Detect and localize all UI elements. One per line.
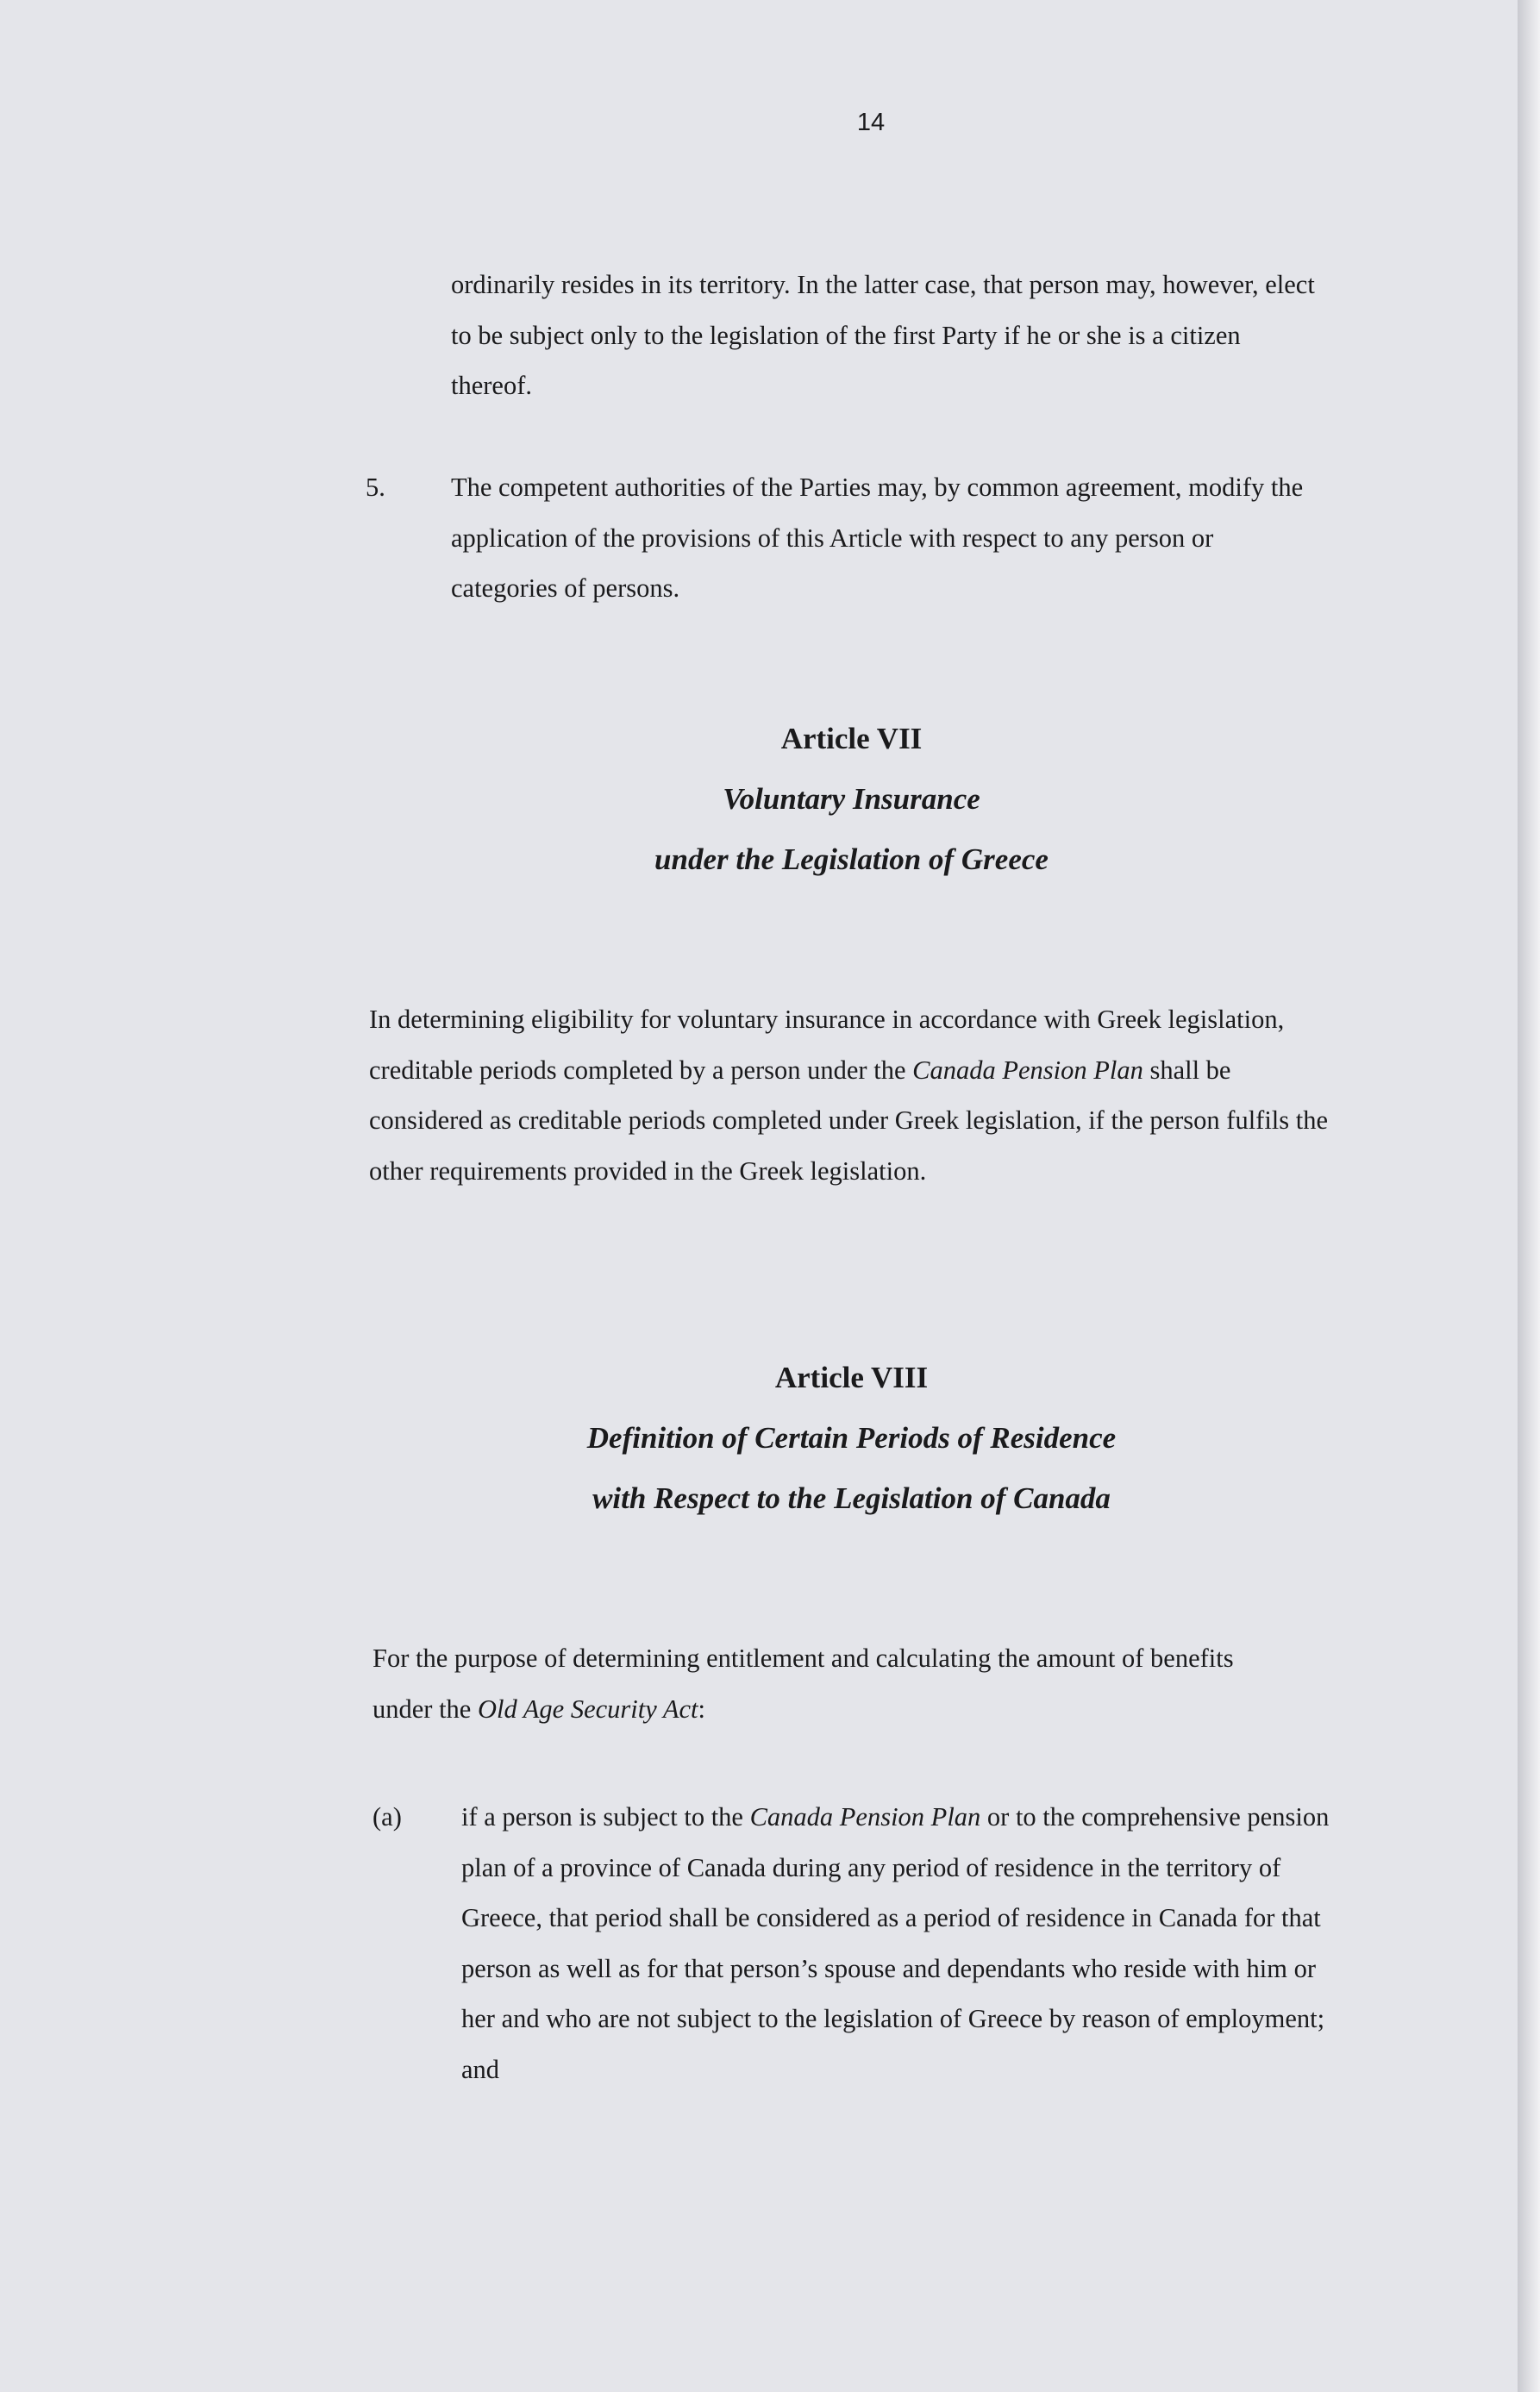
article-7-body xyxy=(369,994,1343,1196)
article-7-body-italic: Canada Pension Plan xyxy=(912,1055,1143,1085)
article-8-intro xyxy=(372,1633,1286,1734)
page-edge xyxy=(1518,0,1540,2392)
item-a-part-2: or to the comprehensive pension plan of a province of Canada during any period of residence in the territory of Greece, that period shall be considered as a period of residence in Canada for that person as well as for that person’s spouse and dependants who reside with him or her and who are not subject to the legislation of Greece by reason of employment; and xyxy=(461,1802,1330,2084)
article-8-heading xyxy=(0,1348,1540,1529)
article-8-subtitle-line-1: Definition of Certain Periods of Residence xyxy=(586,1421,1117,1455)
article-8-intro-part-1: For the purpose of determining entitlement and calculating the amount of benefits under the xyxy=(372,1644,1234,1724)
item-a-part-1: if a person is subject to the xyxy=(461,1802,750,1832)
article-7-subtitle-line-1: Voluntary Insurance xyxy=(723,782,980,816)
continuation-paragraph: ordinarily resides in its territory. In the latter case, that person may, however, elect to be subject only to the legislation of the first Party if he or she is a citizen thereof. xyxy=(451,270,1315,400)
article-8-title: Article VIII xyxy=(774,1361,929,1394)
article-7-body-part-1: In determining eligibility for voluntary insurance in accordance with Greek legislation, creditable periods completed by a person under the xyxy=(369,1005,1285,1085)
paragraph-5-number: 5. xyxy=(366,473,385,502)
page-number: 14 xyxy=(856,109,886,136)
item-a-text xyxy=(461,1792,1349,2095)
article-7-subtitle-line-2: under the Legislation of Greece xyxy=(654,842,1049,876)
item-a-italic: Canada Pension Plan xyxy=(749,1802,981,1832)
article-8-intro-italic: Old Age Security Act xyxy=(477,1694,698,1724)
article-7-heading xyxy=(0,709,1540,890)
article-8-subtitle-line-2: with Respect to the Legislation of Canada xyxy=(592,1481,1111,1515)
article-8-intro-part-2: : xyxy=(698,1694,705,1724)
article-7-title: Article VII xyxy=(780,722,923,755)
item-a-label: (a) xyxy=(372,1802,402,1832)
article-7-body-part-2: shall be considered as creditable periods completed under Greek legislation, if the person fulfils the other requirements provided in the Greek legislation. xyxy=(369,1055,1329,1186)
paragraph-5-text: The competent authorities of the Parties may, by common agreement, modify the application of the provisions of this Article with respect to any person or categories of persons. xyxy=(451,473,1304,603)
